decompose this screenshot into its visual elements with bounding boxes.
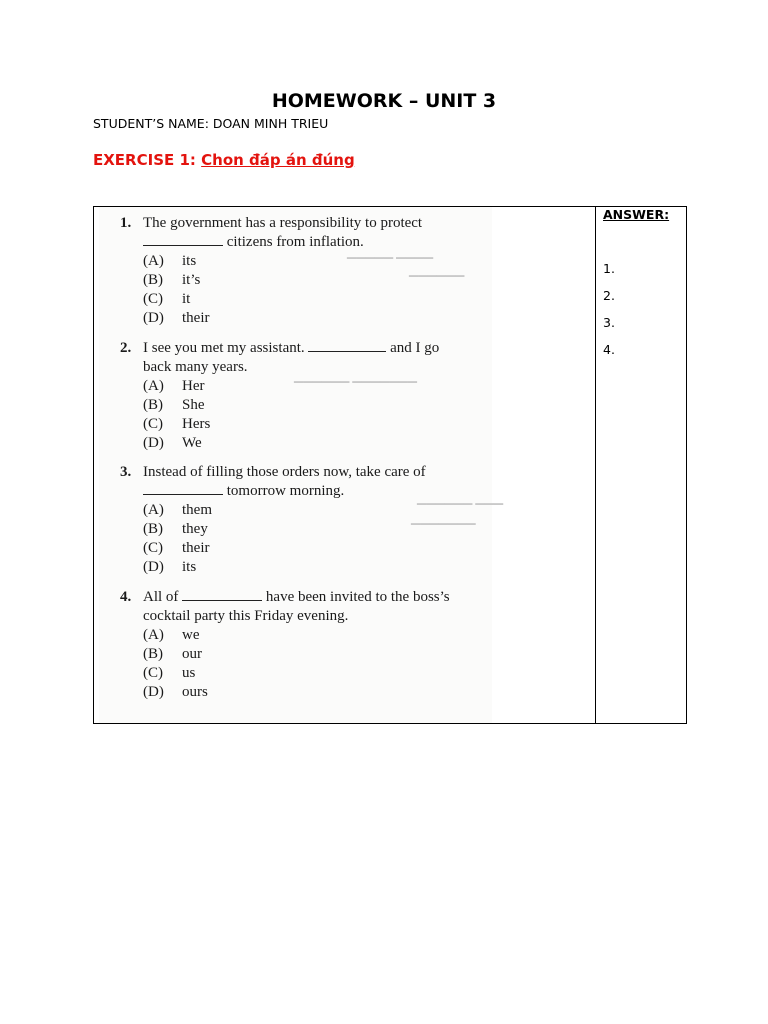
option-text: it — [182, 291, 191, 307]
option-text: our — [182, 646, 202, 662]
document-title: HOMEWORK – UNIT 3 — [271, 90, 497, 112]
option-text: Hers — [182, 416, 211, 432]
scan-bleed-mark: ▁▁▁▁▁▁ ▁▁▁ — [417, 491, 504, 505]
option-letter: (C) — [143, 416, 163, 432]
question-number: 1. — [120, 215, 132, 231]
option-c — [143, 416, 210, 433]
exercise-label: EXERCISE 1: — [93, 151, 202, 169]
option-letter: (A) — [143, 253, 164, 269]
answer-blank — [182, 599, 262, 601]
option-d — [143, 435, 202, 452]
option-letter: (B) — [143, 272, 163, 288]
question-text-end: have been invited to the boss’s — [265, 589, 450, 605]
option-letter: (B) — [143, 397, 163, 413]
option-d — [143, 559, 196, 576]
option-text: it’s — [182, 272, 201, 288]
question-text-cont: citizens from inflation. — [226, 234, 364, 250]
exercise-title: Chon đáp án đúng — [201, 151, 355, 169]
question-text: cocktail party this Friday evening. — [143, 608, 349, 624]
answer-item-1[interactable]: 1. — [603, 261, 615, 276]
option-letter: (C) — [143, 665, 163, 681]
option-letter: (D) — [143, 684, 164, 700]
question-text — [143, 589, 450, 606]
option-d — [143, 684, 208, 701]
option-text: their — [182, 540, 210, 556]
scan-bleed-mark: ▁▁▁▁▁▁ — [409, 263, 465, 277]
option-c — [143, 665, 195, 682]
option-letter: (A) — [143, 627, 164, 643]
answer-blank — [143, 493, 223, 495]
option-b — [143, 272, 200, 289]
question-text — [143, 483, 344, 500]
option-text: its — [182, 253, 197, 269]
option-text: we — [182, 627, 200, 643]
option-text: us — [182, 665, 196, 681]
option-c — [143, 540, 210, 557]
option-a — [143, 627, 200, 644]
question-number: 3. — [120, 464, 132, 480]
option-letter: (C) — [143, 540, 163, 556]
option-letter: (A) — [143, 378, 164, 394]
question-text-start: All of — [143, 589, 179, 605]
student-name: STUDENT’S NAME: DOAN MINH TRIEU — [93, 116, 329, 131]
question-text-cont: tomorrow morning. — [226, 483, 345, 499]
scanned-questions-image — [99, 207, 504, 723]
option-letter: (A) — [143, 502, 164, 518]
scan-bleed-mark: ▁▁▁▁▁▁ ▁▁▁▁▁▁▁ — [294, 369, 417, 383]
option-text: they — [182, 521, 208, 537]
answer-heading: ANSWER: — [603, 207, 670, 222]
question-number: 4. — [120, 589, 132, 605]
option-text: We — [182, 435, 202, 451]
answer-blank — [308, 350, 386, 352]
option-text: their — [182, 310, 210, 326]
question-number: 2. — [120, 340, 132, 356]
option-text: its — [182, 559, 197, 575]
option-letter: (C) — [143, 291, 163, 307]
option-c — [143, 291, 190, 308]
option-text: ours — [182, 684, 208, 700]
scan-bleed-mark: ▁▁▁▁▁ ▁▁▁▁ — [347, 245, 434, 259]
option-text: them — [182, 502, 212, 518]
table-column-divider — [595, 206, 596, 724]
option-letter: (D) — [143, 310, 164, 326]
option-text: She — [182, 397, 205, 413]
option-letter: (B) — [143, 646, 163, 662]
question-text-end: and I go — [390, 340, 440, 356]
option-letter: (D) — [143, 435, 164, 451]
scan-bleed-mark: ▁▁▁▁▁▁▁ — [411, 511, 476, 525]
question-text-start: I see you met my assistant. — [143, 340, 305, 356]
question-text: back many years. — [143, 359, 248, 375]
option-b — [143, 646, 202, 663]
answer-blank — [143, 244, 223, 246]
option-b — [143, 397, 205, 414]
option-d — [143, 310, 210, 327]
question-text: Instead of filling those orders now, take care of — [143, 464, 426, 480]
option-b — [143, 521, 208, 538]
option-letter: (D) — [143, 559, 164, 575]
question-text — [143, 234, 364, 251]
option-a — [143, 502, 212, 519]
option-text: Her — [182, 378, 205, 394]
option-a — [143, 378, 205, 395]
exercise-heading — [93, 151, 355, 169]
answer-item-3[interactable]: 3. — [603, 315, 615, 330]
question-text — [143, 340, 439, 357]
answer-item-4[interactable]: 4. — [603, 342, 615, 357]
answer-item-2[interactable]: 2. — [603, 288, 615, 303]
option-a — [143, 253, 196, 270]
option-letter: (B) — [143, 521, 163, 537]
answer-column — [603, 207, 670, 357]
question-text: The government has a responsibility to protect — [143, 215, 423, 231]
